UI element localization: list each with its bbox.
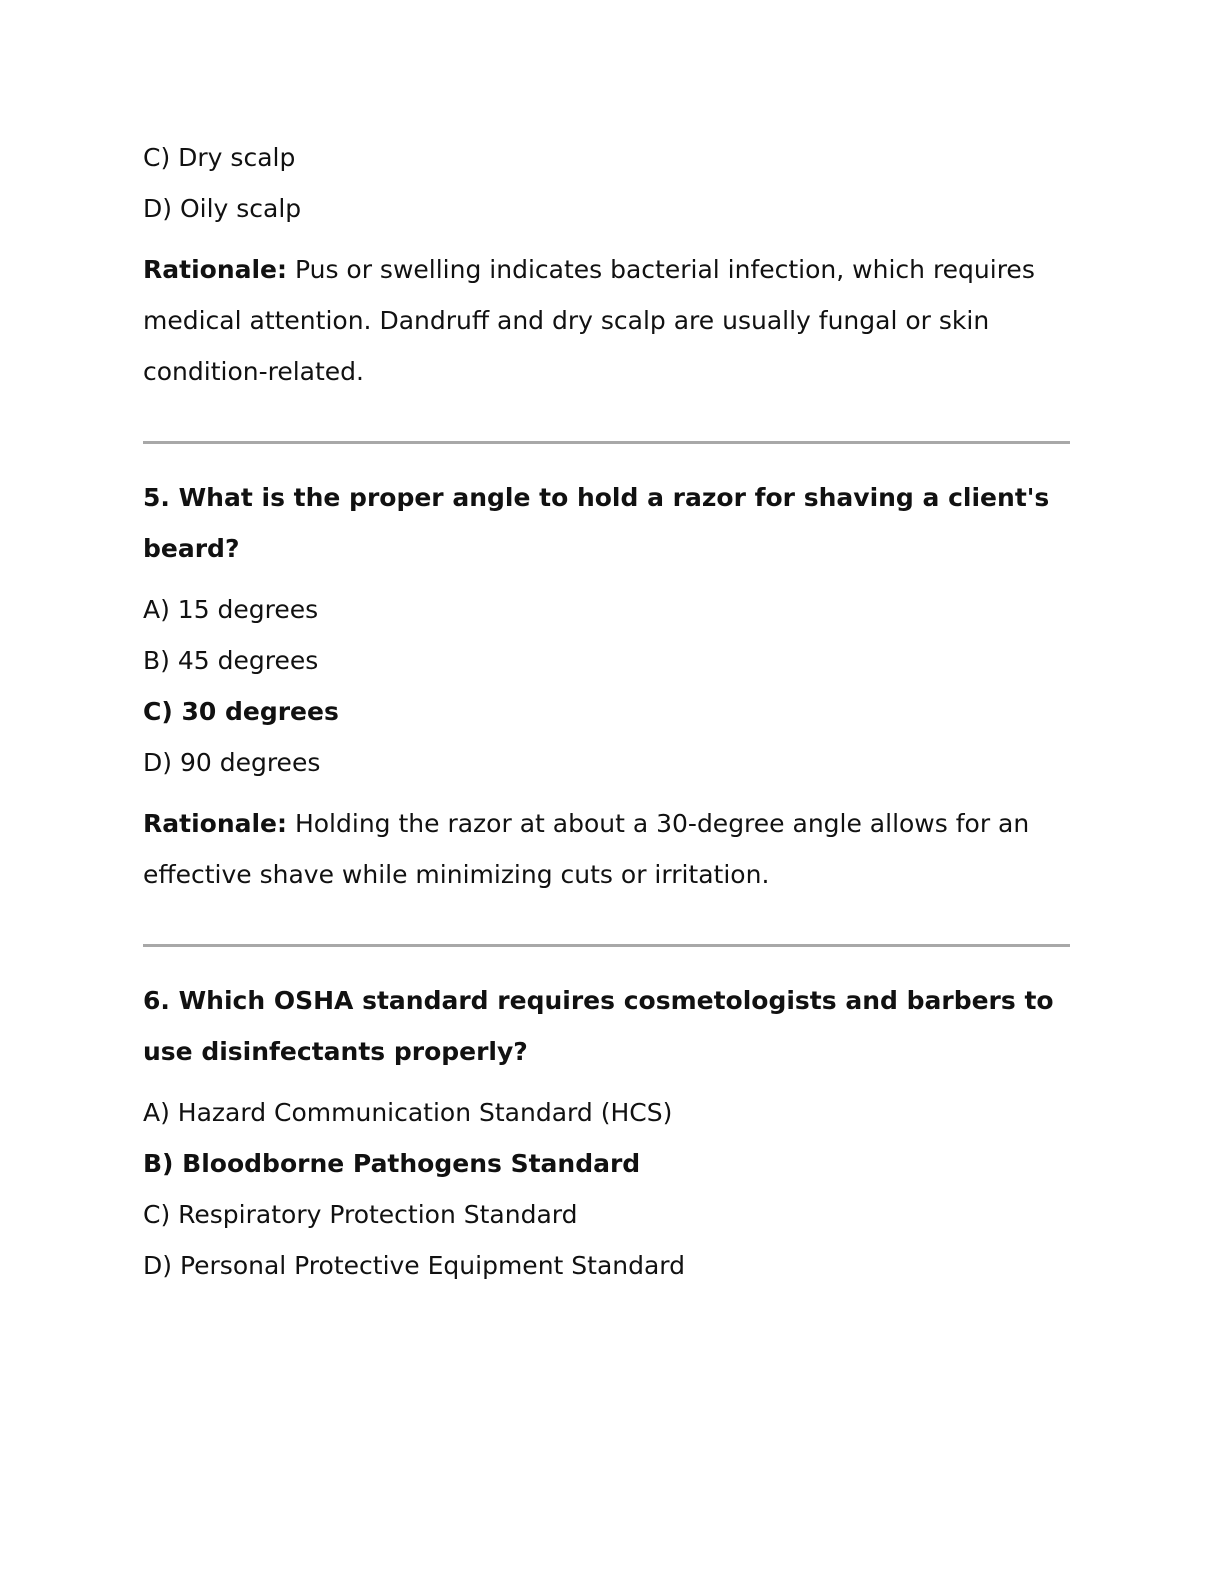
rationale-text: Pus or swelling indicates bacterial infection, which requires medical attention. Dandruff and dry scalp are usually fungal or skin condition-related. <box>143 255 1035 386</box>
q5-option-c-correct: C) 30 degrees <box>143 697 339 726</box>
document-page <box>143 132 1073 1291</box>
q6-option-c: C) Respiratory Protection Standard <box>143 1200 578 1229</box>
q5-rationale <box>143 798 1073 900</box>
q5-option-a: A) 15 degrees <box>143 595 319 624</box>
rationale-label: Rationale: <box>143 255 288 284</box>
option-c: C) Dry scalp <box>143 143 296 172</box>
rationale <box>143 244 1073 397</box>
q5-option-d: D) 90 degrees <box>143 748 321 777</box>
q6-option-d: D) Personal Protective Equipment Standard <box>143 1251 686 1280</box>
q5-rationale-text: Holding the razor at about a 30-degree angle allows for an effective shave while minimizing cuts or irritation. <box>143 809 1030 889</box>
q5-rationale-label: Rationale: <box>143 809 288 838</box>
q6-option-a: A) Hazard Communication Standard (HCS) <box>143 1098 673 1127</box>
question-6-title: 6. Which OSHA standard requires cosmetologists and barbers to use disinfectants properly? <box>143 986 1054 1066</box>
question-5-title: 5. What is the proper angle to hold a razor for shaving a client's beard? <box>143 483 1050 563</box>
q5-option-b: B) 45 degrees <box>143 646 319 675</box>
option-d: D) Oily scalp <box>143 194 302 223</box>
q6-option-b-correct: B) Bloodborne Pathogens Standard <box>143 1149 641 1178</box>
